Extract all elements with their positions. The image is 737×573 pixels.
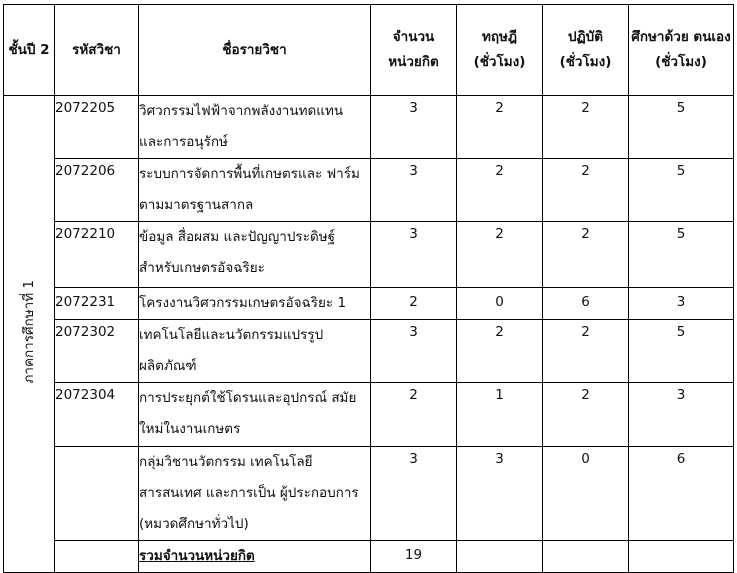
course-code: 2072210 xyxy=(55,222,139,288)
table-row xyxy=(4,383,734,447)
course-theory: 0 xyxy=(457,288,543,320)
course-theory: 2 xyxy=(457,159,543,222)
course-practice: 2 xyxy=(543,383,629,447)
header-year: ชั้นปี 2 xyxy=(4,5,55,96)
course-name: เทคโนโลยีและนวัตกรรมแปรรูป ผลิตภัณฑ์ xyxy=(139,320,371,383)
course-self-study: 5 xyxy=(629,222,734,288)
course-name: โครงงานวิศวกรรมเกษตรอัจฉริยะ 1 xyxy=(139,288,371,320)
total-empty-cell xyxy=(629,541,734,573)
course-practice: 6 xyxy=(543,288,629,320)
table-row xyxy=(4,447,734,541)
course-credits: 3 xyxy=(371,447,457,541)
course-credits: 3 xyxy=(371,159,457,222)
course-name: การประยุกต์ใช้โดรนและอุปกรณ์ สมัยใหม่ในงานเกษตร xyxy=(139,383,371,447)
total-empty-cell xyxy=(457,541,543,573)
semester-cell xyxy=(4,96,55,573)
course-name: ระบบการจัดการพื้นที่เกษตรและ ฟาร์มตามมาตรฐานสากล xyxy=(139,159,371,222)
course-practice: 2 xyxy=(543,222,629,288)
header-row xyxy=(4,5,734,96)
course-self-study: 3 xyxy=(629,288,734,320)
course-self-study: 3 xyxy=(629,383,734,447)
course-credits: 2 xyxy=(371,383,457,447)
course-credits: 2 xyxy=(371,288,457,320)
course-self-study: 5 xyxy=(629,96,734,159)
header-name: ชื่อรายวิชา xyxy=(139,5,371,96)
header-credits: จำนวน หน่วยกิต xyxy=(371,5,457,96)
course-code: 2072206 xyxy=(55,159,139,222)
course-code: 2072231 xyxy=(55,288,139,320)
header-practice: ปฏิบัติ (ชั่วโมง) xyxy=(543,5,629,96)
course-practice: 2 xyxy=(543,96,629,159)
table-row xyxy=(4,320,734,383)
course-code: 2072304 xyxy=(55,383,139,447)
course-self-study: 5 xyxy=(629,159,734,222)
course-self-study: 6 xyxy=(629,447,734,541)
curriculum-table xyxy=(3,4,734,573)
header-self-study: ศึกษาด้วย ตนเอง (ชั่วโมง) xyxy=(629,5,734,96)
course-practice: 2 xyxy=(543,320,629,383)
course-self-study: 5 xyxy=(629,320,734,383)
course-credits: 3 xyxy=(371,96,457,159)
course-theory: 2 xyxy=(457,222,543,288)
table-row xyxy=(4,222,734,288)
total-label: รวมจำนวนหน่วยกิต xyxy=(139,548,255,564)
total-label-cell xyxy=(139,541,371,573)
total-empty-cell xyxy=(543,541,629,573)
course-credits: 3 xyxy=(371,222,457,288)
course-theory: 2 xyxy=(457,320,543,383)
semester-label: ภาคการศึกษาที่ 1 xyxy=(21,280,37,384)
course-theory: 2 xyxy=(457,96,543,159)
total-credits: 19 xyxy=(371,541,457,573)
course-code: 2072205 xyxy=(55,96,139,159)
course-name: กลุ่มวิชานวัตกรรม เทคโนโลยี สารสนเทศ และการเป็น ผู้ประกอบการ (หมวดศึกษาทั่วไป) xyxy=(139,447,371,541)
total-row xyxy=(4,541,734,573)
course-code: 2072302 xyxy=(55,320,139,383)
course-practice: 2 xyxy=(543,159,629,222)
course-practice: 0 xyxy=(543,447,629,541)
course-theory: 1 xyxy=(457,383,543,447)
course-name: ข้อมูล สื่อผสม และปัญญาประดิษฐ์ สำหรับเกษตรอัจฉริยะ xyxy=(139,222,371,288)
course-credits: 3 xyxy=(371,320,457,383)
header-code: รหัสวิชา xyxy=(55,5,139,96)
course-theory: 3 xyxy=(457,447,543,541)
total-empty-cell xyxy=(55,541,139,573)
table-row xyxy=(4,159,734,222)
table-row xyxy=(4,288,734,320)
course-name: วิศวกรรมไฟฟ้าจากพลังงานทดแทน และการอนุรักษ์ xyxy=(139,96,371,159)
table-row xyxy=(4,96,734,159)
course-code xyxy=(55,447,139,541)
header-theory: ทฤษฎี (ชั่วโมง) xyxy=(457,5,543,96)
